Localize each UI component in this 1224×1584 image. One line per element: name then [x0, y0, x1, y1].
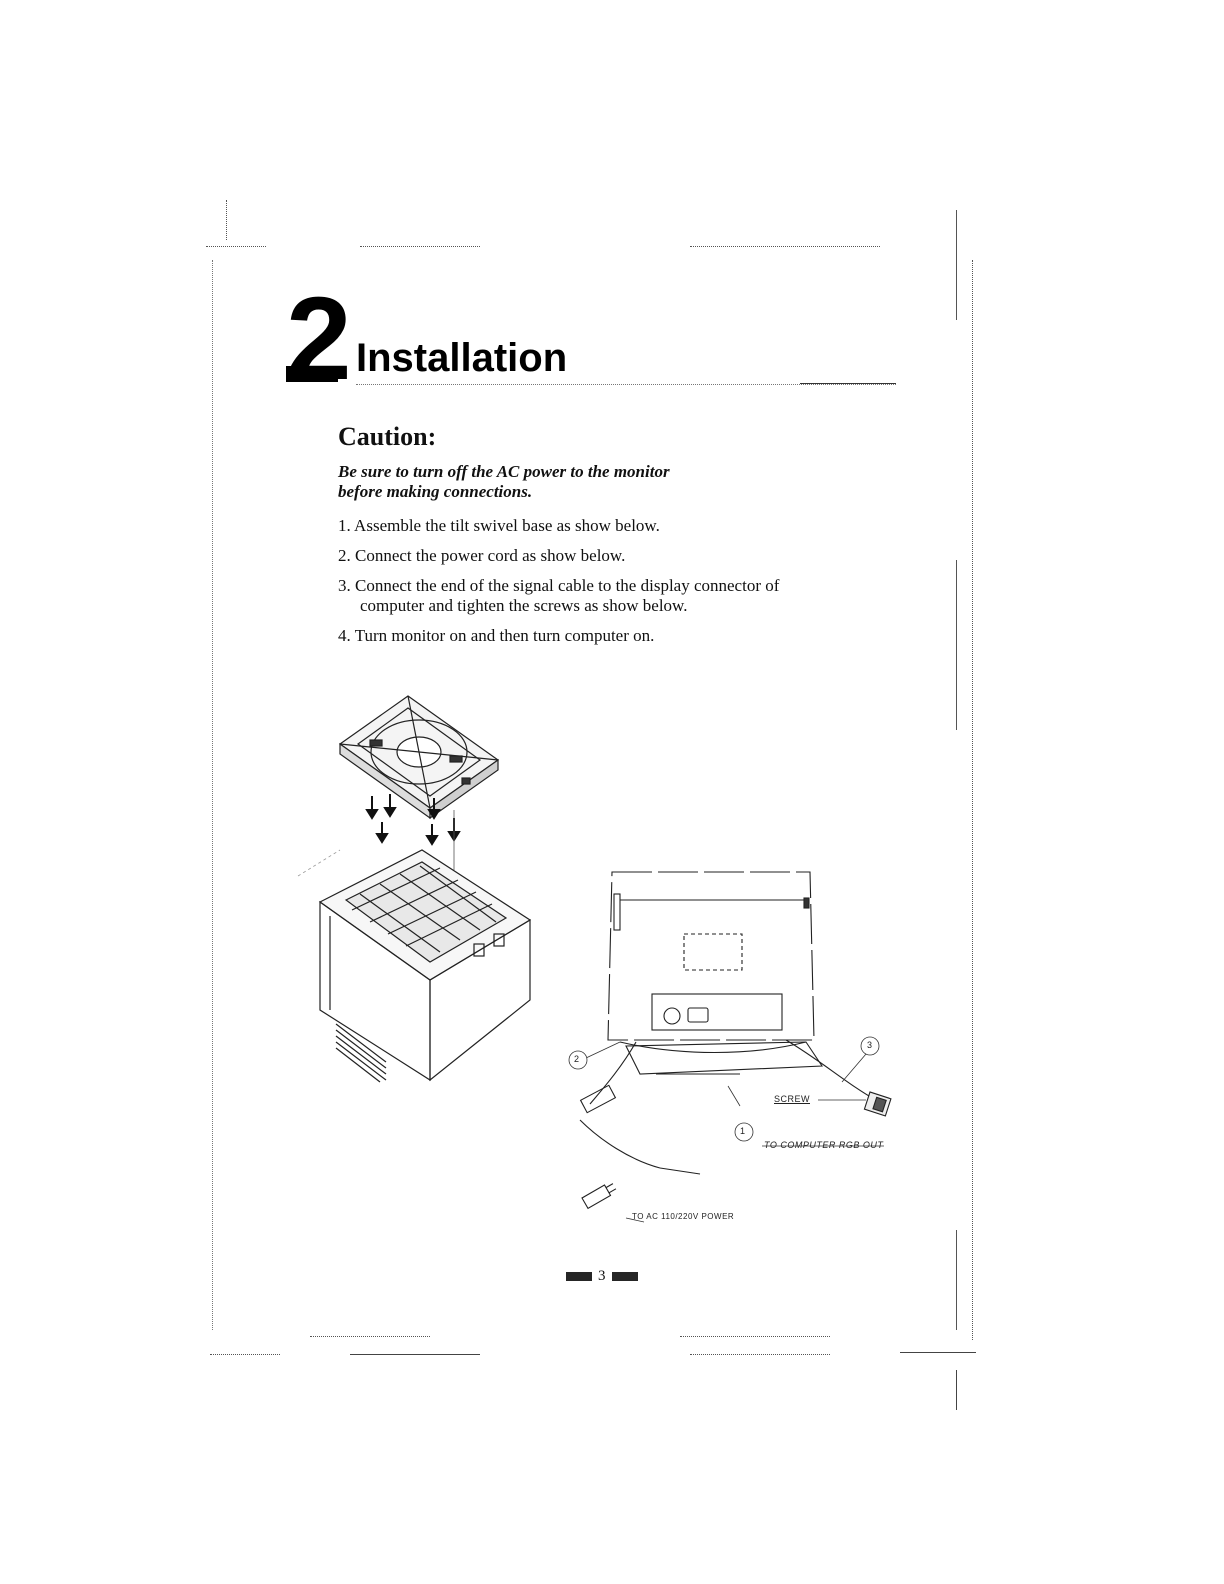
installation-steps [338, 516, 878, 656]
crop-mark [972, 260, 973, 1340]
step-text: 1. Assemble the tilt swivel base as show below. [338, 516, 660, 535]
step-text: 3. Connect the end of the signal cable to the display connector of [338, 576, 780, 595]
crop-mark [956, 1230, 957, 1330]
heading-rule-solid [800, 383, 896, 384]
step-item [338, 626, 878, 646]
step-item [338, 516, 878, 536]
crop-mark [680, 1336, 830, 1337]
crop-mark [956, 1370, 957, 1410]
callout-rgb-out: TO COMPUTER RGB OUT [764, 1140, 884, 1150]
swivel-base-illustration [290, 690, 550, 1100]
heading-rule [356, 384, 896, 385]
caution-heading: Caution: [338, 422, 437, 451]
warning-line: before making connections. [338, 482, 533, 501]
step-item [338, 576, 878, 616]
crop-mark [900, 1352, 976, 1353]
chapter-number: 2 [286, 273, 350, 405]
caution-warning [338, 462, 670, 502]
crop-mark [690, 246, 880, 247]
crop-mark [690, 1354, 830, 1355]
step-text-continued: computer and tighten the screws as show below. [360, 596, 688, 615]
crop-mark [310, 1336, 430, 1337]
crop-mark [956, 210, 957, 320]
page-number: 3 [598, 1268, 606, 1284]
warning-line: Be sure to turn off the AC power to the monitor [338, 462, 670, 481]
page-footer [560, 1268, 644, 1285]
callout-screw: SCREW [774, 1094, 810, 1104]
crop-mark [226, 200, 227, 240]
crop-mark [956, 560, 957, 730]
chapter-title: Installation [356, 336, 568, 380]
step-text: 2. Connect the power cord as show below. [338, 546, 626, 565]
rear-connection-illustration [560, 860, 920, 1230]
callout-1: 1 [740, 1126, 746, 1136]
footer-ornament [612, 1272, 638, 1281]
step-text: 4. Turn monitor on and then turn computer on. [338, 626, 655, 645]
callout-3: 3 [867, 1040, 873, 1050]
callout-ac-power: TO AC 110/220V POWER [632, 1212, 735, 1221]
step-item [338, 546, 878, 566]
crop-mark [210, 1354, 280, 1355]
crop-mark [350, 1354, 480, 1355]
crop-mark [360, 246, 480, 247]
callout-2: 2 [574, 1054, 580, 1064]
crop-mark [206, 246, 266, 247]
crop-mark [212, 260, 213, 1330]
footer-ornament [566, 1272, 592, 1281]
